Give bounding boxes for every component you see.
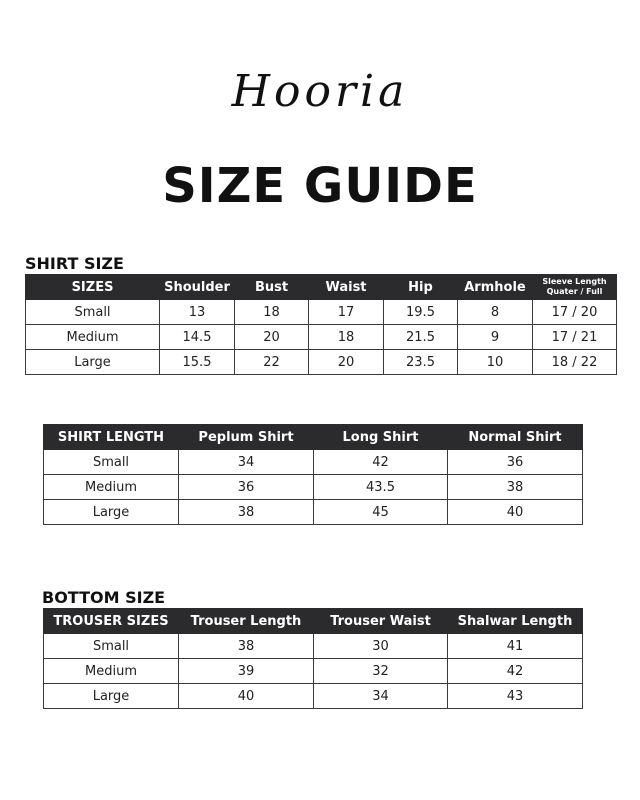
table-cell: 21.5: [384, 325, 458, 350]
shirt-length-header-row: [44, 425, 583, 450]
table-cell: 34: [314, 684, 448, 709]
table-row: [44, 659, 583, 684]
table-row: [44, 684, 583, 709]
header-hip: Hip: [384, 275, 458, 300]
header-sleeve-length-line1: Sleeve Length: [542, 277, 607, 286]
header-sleeve-length: [533, 275, 617, 300]
header-trouser-length: Trouser Length: [179, 609, 314, 634]
size-label: Small: [44, 634, 179, 659]
table-cell: 9: [458, 325, 533, 350]
table-cell: 36: [179, 475, 314, 500]
table-cell: 32: [314, 659, 448, 684]
header-trouser-sizes: TROUSER SIZES: [44, 609, 179, 634]
table-cell: 17 / 20: [533, 300, 617, 325]
header-long-shirt: Long Shirt: [314, 425, 448, 450]
size-label: Small: [26, 300, 160, 325]
table-cell: 19.5: [384, 300, 458, 325]
header-sizes: SIZES: [26, 275, 160, 300]
table-cell: 30: [314, 634, 448, 659]
table-cell: 43: [448, 684, 583, 709]
table-cell: 20: [235, 325, 309, 350]
header-waist: Waist: [309, 275, 384, 300]
table-cell: 36: [448, 450, 583, 475]
table-cell: 18: [309, 325, 384, 350]
header-bust: Bust: [235, 275, 309, 300]
table-cell: 18 / 22: [533, 350, 617, 375]
table-cell: 17 / 21: [533, 325, 617, 350]
table-cell: 43.5: [314, 475, 448, 500]
table-cell: 45: [314, 500, 448, 525]
table-row: [26, 350, 617, 375]
table-row: [26, 300, 617, 325]
header-trouser-waist: Trouser Waist: [314, 609, 448, 634]
table-cell: 8: [458, 300, 533, 325]
table-cell: 10: [458, 350, 533, 375]
bottom-size-table: [43, 608, 583, 709]
table-row: [44, 450, 583, 475]
table-cell: 38: [179, 634, 314, 659]
table-cell: 18: [235, 300, 309, 325]
header-sleeve-length-line2: Quater / Full: [546, 287, 603, 296]
table-row: [26, 325, 617, 350]
brand-logo: Hooria: [231, 66, 409, 117]
shirt-size-header-row: [26, 275, 617, 300]
table-cell: 40: [448, 500, 583, 525]
table-cell: 40: [179, 684, 314, 709]
table-cell: 17: [309, 300, 384, 325]
table-row: [44, 475, 583, 500]
table-row: [44, 500, 583, 525]
table-row: [44, 634, 583, 659]
header-shirt-length: SHIRT LENGTH: [44, 425, 179, 450]
shirt-length-table: [43, 424, 583, 525]
header-normal-shirt: Normal Shirt: [448, 425, 583, 450]
table-cell: 13: [160, 300, 235, 325]
size-label: Medium: [44, 475, 179, 500]
shirt-size-table: [25, 274, 617, 375]
table-cell: 42: [448, 659, 583, 684]
table-cell: 41: [448, 634, 583, 659]
page-title: SIZE GUIDE: [162, 158, 478, 214]
size-label: Large: [26, 350, 160, 375]
header-shalwar-length: Shalwar Length: [448, 609, 583, 634]
header-armhole: Armhole: [458, 275, 533, 300]
table-cell: 20: [309, 350, 384, 375]
table-cell: 38: [448, 475, 583, 500]
size-label: Medium: [26, 325, 160, 350]
table-cell: 42: [314, 450, 448, 475]
size-label: Large: [44, 684, 179, 709]
header-shoulder: Shoulder: [160, 275, 235, 300]
table-cell: 22: [235, 350, 309, 375]
table-cell: 23.5: [384, 350, 458, 375]
size-label: Small: [44, 450, 179, 475]
table-cell: 38: [179, 500, 314, 525]
bottom-size-label: BOTTOM SIZE: [42, 588, 166, 607]
shirt-size-label: SHIRT SIZE: [25, 254, 124, 273]
header-peplum-shirt: Peplum Shirt: [179, 425, 314, 450]
table-cell: 39: [179, 659, 314, 684]
table-cell: 15.5: [160, 350, 235, 375]
size-label: Medium: [44, 659, 179, 684]
table-cell: 14.5: [160, 325, 235, 350]
size-label: Large: [44, 500, 179, 525]
table-cell: 34: [179, 450, 314, 475]
bottom-size-header-row: [44, 609, 583, 634]
